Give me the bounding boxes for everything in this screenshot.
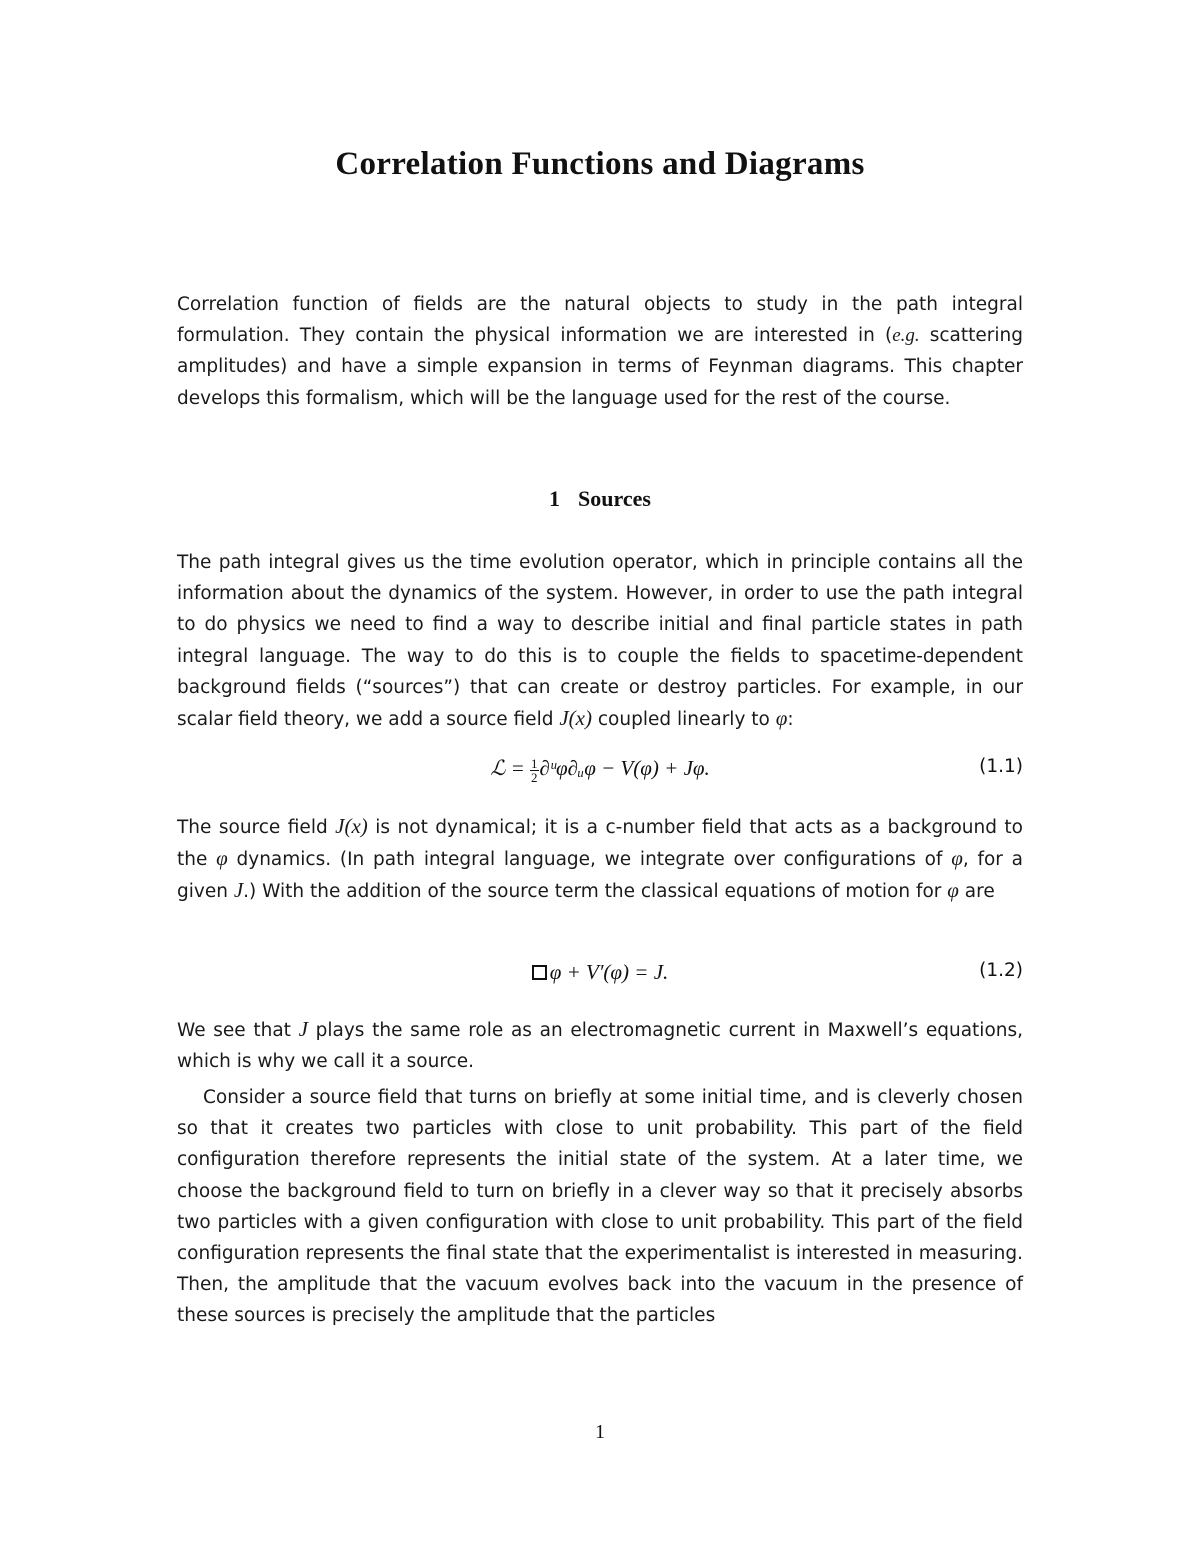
page-title: Correlation Functions and Diagrams: [335, 146, 865, 182]
fraction-half: $\frac{1}{2}$: [531, 755, 538, 785]
paragraph-sources-intro: The path integral gives us the time evolution operator, which in principle contains all the information about the dynamics of the system. However, in order to use the path integral to do physics we need to find a way to describe initial and final particle states in path integral language. The way to do this is to couple the fields to spacetime-dependent background fields (“sources”) that can create or destroy particles. For example, in our scalar field theory, we add a source field J(x) coupled linearly to φ:: [177, 552, 1023, 731]
equation-number: (1.2): [979, 960, 1023, 981]
section-number: 1: [549, 486, 561, 511]
equation-1-2: [177, 958, 1023, 992]
section-title: Sources: [578, 486, 651, 511]
paragraph-source-field: The source field J(x) is not dynamical; it is a c-number field that acts as a background to the φ dynamics. (In path integral language, we integrate over configurations of φ, for a given J.) With the addition of the source term the classical equations of motion for φ are: [177, 814, 1023, 903]
equation-body: φ + V′(φ) = J.: [177, 960, 1023, 985]
page-number: 1: [595, 1421, 605, 1443]
equation-body: ℒ = $\frac{1}{2}$ ∂ᵘφ∂ᵤφ − V(φ) + Jφ.: [490, 755, 710, 785]
intro-paragraph: Correlation function of fields are the natural objects to study in the path integral formulation. They contain the physical information we are interested in (e.g. scattering amplitudes) and have a simple expansion in terms of Feynman diagrams. This chapter develops this formalism, which will be the language used for the rest of the course.: [177, 294, 1023, 409]
paragraph-source-scenario: Consider a source field that turns on briefly at some initial time, and is cleverly chosen so that it creates two particles with close to unit probability. This part of the field configuration therefore represents the initial state of the system. At a later time, we choose the background field to turn on briefly in a clever way so that it precisely absorbs two particles with a given configuration with close to unit probability. This part of the field configuration represents the final state that the experimentalist is interested in measuring. Then, the amplitude that the vacuum evolves back into the vacuum in the presence of these sources is precisely the amplitude that the particles: [177, 1087, 1023, 1327]
section-heading: [0, 486, 1200, 512]
equation-1-1: [177, 754, 1023, 788]
paragraph-current-analogy: We see that J plays the same role as an electromagnetic current in Maxwell’s equations, which is why we call it a source.: [177, 1017, 1024, 1073]
equation-number: (1.1): [979, 756, 1023, 777]
dalembertian-box-icon: [532, 965, 547, 980]
